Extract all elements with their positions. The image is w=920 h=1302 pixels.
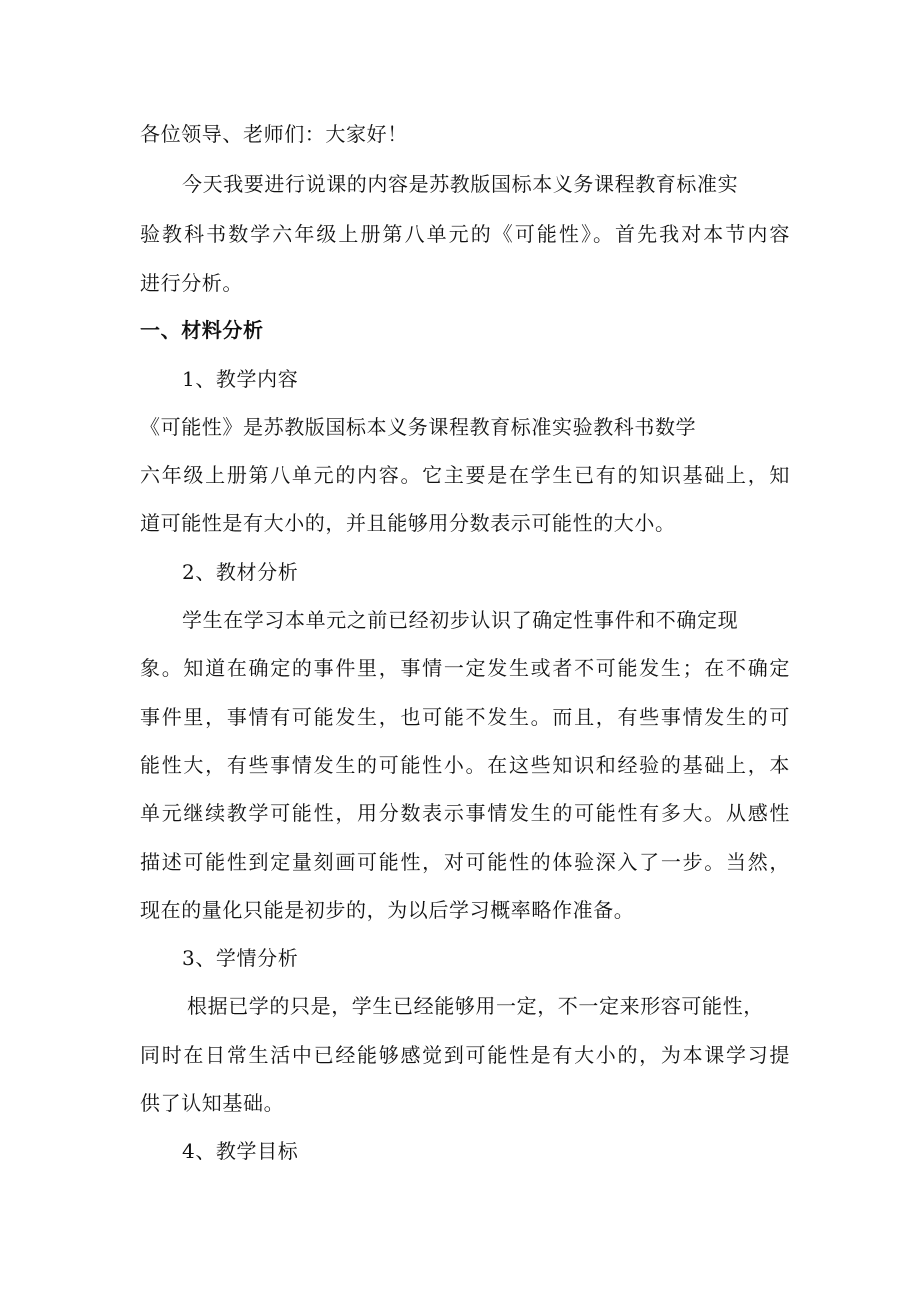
content-line-3: 道可能性是有大小的，并且能够用分数表示可能性的大小。 (140, 511, 676, 535)
textbook-line-7: 现在的量化只能是初步的，为以后学习概率略作准备。 (140, 898, 635, 922)
content-line-2: 六年级上册第八单元的内容。它主要是在学生已有的知识基础上，知 (140, 463, 790, 487)
learner-line-2: 同时在日常生活中已经能够感觉到可能性是有大小的，为本课学习提 (140, 1043, 790, 1067)
textbook-line-1: 学生在学习本单元之前已经初步认识了确定性事件和不确定现 (182, 608, 739, 632)
learner-line-3: 供了认知基础。 (140, 1091, 285, 1115)
textbook-line-5: 单元继续教学可能性，用分数表示事情发生的可能性有多大。从感性 (140, 801, 790, 825)
textbook-line-2: 象。知道在确定的事件里，事情一定发生或者不可能发生；在不确定 (140, 656, 790, 680)
textbook-line-6: 描述可能性到定量刻画可能性，对可能性的体验深入了一步。当然， (140, 850, 790, 874)
learner-line-1: 根据已学的只是，学生已经能够用一定，不一定来形容可能性， (187, 994, 764, 1018)
subheading-textbook-analysis: 2、教材分析 (182, 560, 299, 584)
content-line-1: 《可能性》是苏教版国标本义务课程教育标准实验教科书数学 (140, 415, 697, 439)
subheading-learner-analysis: 3、学情分析 (182, 946, 299, 970)
section-heading-materials: 一、材料分析 (140, 318, 264, 342)
intro-line-1: 今天我要进行说课的内容是苏教版国标本义务课程教育标准实 (182, 172, 739, 196)
subheading-teaching-content: 1、教学内容 (182, 367, 299, 391)
textbook-line-3: 事件里，事情有可能发生，也可能不发生。而且，有些事情发生的可 (140, 705, 790, 729)
textbook-line-4: 能性大，有些事情发生的可能性小。在这些知识和经验的基础上，本 (140, 753, 790, 777)
greeting-line: 各位领导、老师们：大家好！ (140, 122, 408, 146)
intro-line-3: 进行分析。 (140, 271, 243, 295)
subheading-teaching-goals: 4、教学目标 (182, 1139, 299, 1163)
intro-line-2: 验教科书数学六年级上册第八单元的《可能性》。首先我对本节内容 (140, 222, 790, 246)
